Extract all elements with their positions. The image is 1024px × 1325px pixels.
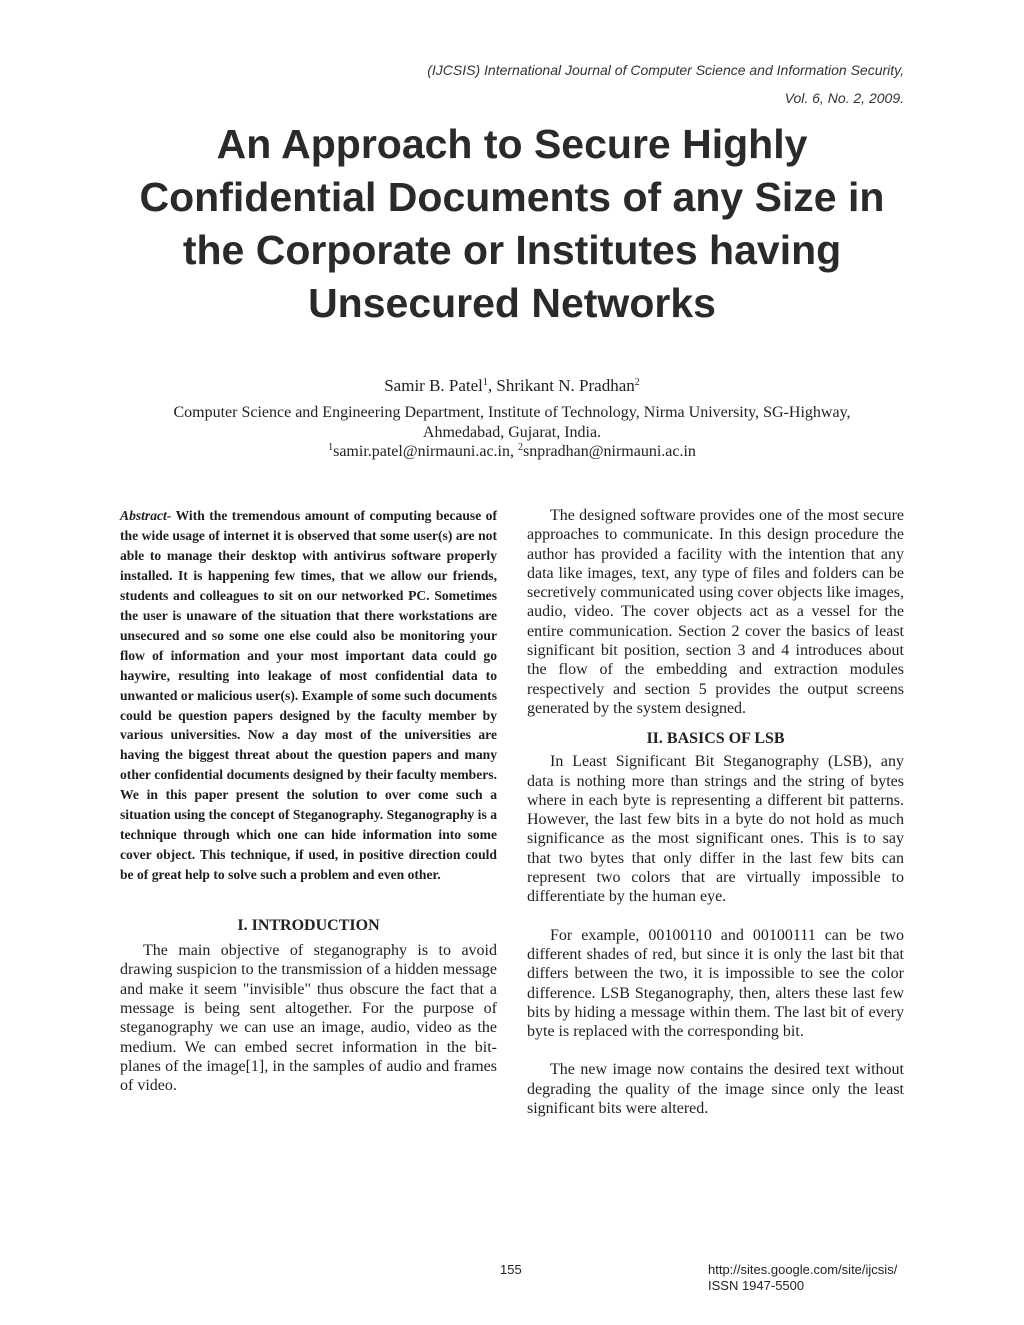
title-line: Unsecured Networks xyxy=(308,280,716,326)
author-list xyxy=(80,376,944,396)
author-name: Samir B. Patel xyxy=(384,376,483,395)
title-line: the Corporate or Institutes having xyxy=(182,227,842,273)
introduction-continued-paragraph: The designed software provides one of the most secure approaches to communicate. In this design procedure the author has provided a facility with the intention that any data like images, text, any type of files and folders can be secretively communicated using cover objects like images, audio, video. The cover objects act as a vessel for the entire communication. Section 2 cover the basics of least significant bit position, section 3 and 4 introduces about the flow of the embedding and extraction modules respectively and section 5 provides the output screens generated by the system designed. xyxy=(527,507,904,717)
section-heading-basics-of-lsb: II. BASICS OF LSB xyxy=(646,730,785,748)
footer-info xyxy=(708,1262,897,1294)
section-heading-introduction: I. INTRODUCTION xyxy=(237,917,380,935)
lsb-paragraph: The new image now contains the desired text without degrading the quality of the image since only the least significant bits were altered. xyxy=(527,1061,904,1118)
abstract xyxy=(120,506,497,885)
title-line: Confidential Documents of any Size in xyxy=(139,174,885,220)
right-column xyxy=(527,506,904,1118)
title-line: An Approach to Secure Highly xyxy=(216,121,808,167)
abstract-label: Abstract- xyxy=(120,508,172,523)
lsb-paragraph: For example, 00100110 and 00100111 can be two different shades of red, but since it is only the last bit that differs between the two, it is impossible to see the color difference. LSB Steganography, then, alters these last few bits by hiding a message within them. The last bit of every byte is replaced with the corresponding bit. xyxy=(527,926,904,1041)
author-name: Shrikant N. Pradhan xyxy=(496,376,635,395)
footer-issn: ISSN 1947-5500 xyxy=(708,1278,805,1293)
journal-header-line1: (IJCSIS) International Journal of Computer Science and Information Security, xyxy=(427,62,904,78)
journal-header-line2: Vol. 6, No. 2, 2009. xyxy=(784,90,904,106)
author-separator: , xyxy=(487,376,497,395)
affiliation xyxy=(80,403,944,443)
author-affiliation-mark: 1 xyxy=(482,377,488,388)
page-number: 155 xyxy=(500,1262,522,1277)
lsb-paragraph: In Least Significant Bit Steganography (LSB), any data is nothing more than strings and the string of bytes where in each byte is representing a different bit patterns. However, the last few bits in a byte do not hold as much significance as the most significant ones. This is to say that two bytes that only differ in the last few bits can represent two colors that are virtually impossible to differentiate by the human eye. xyxy=(527,753,904,906)
email-mark: 2 xyxy=(518,442,523,453)
author-affiliation-mark: 2 xyxy=(634,377,640,388)
author-emails xyxy=(80,443,944,461)
email-address: samir.patel@nirmauni.ac.in, xyxy=(333,443,518,460)
paper-title xyxy=(100,118,924,330)
introduction-paragraph: The main objective of steganography is to avoid drawing suspicion to the transmission of a hidden message and make it seem "invisible" thus obscure the fact that a message is being sent altogether. For the purpose of steganography we can use an image, audio, video as the medium. We can embed secret information in the bit-planes of the image[1], in the samples of audio and frames of video. xyxy=(120,942,497,1095)
email-mark: 1 xyxy=(328,442,334,453)
abstract-text: With the tremendous amount of computing because of the wide usage of internet it is observed that some user(s) are not able to manage their desktop with antivirus software properly installed. It is happening few times, that we allow our friends, students and colleagues to sit on our networked PC. Sometimes the user is unaware of the situation that there workstations are unsecured and so some one else could also be monitoring your flow of information and your most important data could go haywire, resulting into leakage of most confidential data to unwanted or malicious user(s). Example of some such documents could be question papers designed by the faculty member by various universities. Now a day most of the universities are having the biggest threat about the question papers and many other confidential documents designed by their faculty members. We in this paper present the solution to over come such a situation using the concept of Steganography. Steganography is a technique through which one can hide information into some cover object. This technique, if used, in positive direction could be of great help to solve such a problem and even other. xyxy=(120,508,497,883)
footer-url: http://sites.google.com/site/ijcsis/ xyxy=(708,1262,898,1277)
affiliation-line: Computer Science and Engineering Department, Institute of Technology, Nirma University, SG-Highway, xyxy=(173,404,851,421)
affiliation-line: Ahmedabad, Gujarat, India. xyxy=(422,424,602,441)
left-column xyxy=(120,506,497,1095)
email-address: snpradhan@nirmauni.ac.in xyxy=(523,443,696,460)
